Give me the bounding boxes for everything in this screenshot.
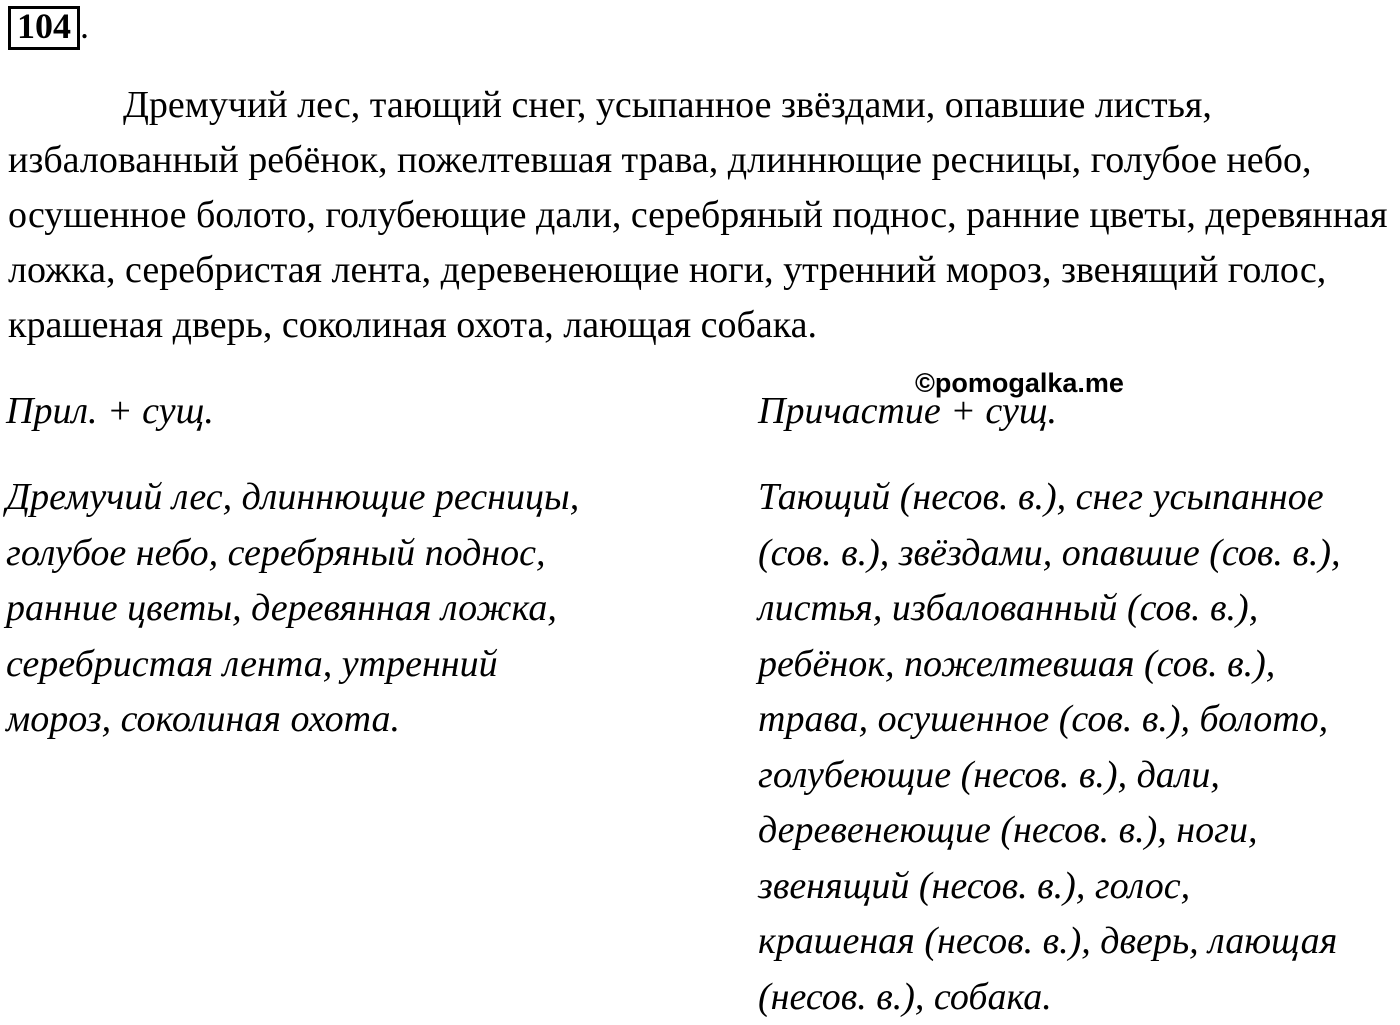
answer-line: ранние цветы, деревянная ложка, [6,581,656,637]
answer-line: Тающий (несов. в.), снег усыпанное [758,470,1400,526]
answer-line: (сов. в.), звёздами, опавшие (сов. в.), [758,526,1400,582]
answer-line: Дремучий лес, длиннющие ресницы, [6,470,656,526]
exercise-number [8,6,89,50]
answer-participle-nouns [758,470,1400,1025]
answer-line: ребёнок, пожелтевшая (сов. в.), [758,637,1400,693]
answer-line: звенящий (несов. в.), голос, [758,859,1400,915]
answer-line: (несов. в.), собака. [758,970,1400,1025]
answer-adjective-nouns [6,470,656,748]
exercise-number-box: 104 [8,6,80,50]
watermark: ©pomogalka.me [915,368,1124,398]
exercise-number-suffix: . [80,6,89,46]
task-text: Дремучий лес, тающий снег, усыпанное звёздами, опавшие листья, избалованный ребёнок, пожелтевшая трава, длиннющие ресницы, голубое небо, осушенное болото, голубеющие дали, серебряный поднос, ранние цветы, деревянная ложка, серебристая лента, деревенеющие ноги, утренний мороз, звенящий голос, крашеная дверь, соколиная охота, лающая собака. [8,78,1393,353]
answer-line: голубое небо, серебряный поднос, [6,526,656,582]
answer-line: серебристая лента, утренний [6,637,656,693]
answer-line: крашеная (несов. в.), дверь, лающая [758,914,1400,970]
answer-line: мороз, соколиная охота. [6,692,656,748]
answer-line: голубеющие (несов. в.), дали, [758,748,1400,804]
column-heading-participle: Причастие + сущ. [758,388,1057,434]
answer-line: деревенеющие (несов. в.), ноги, [758,803,1400,859]
answer-line: листья, избалованный (сов. в.), [758,581,1400,637]
column-heading-adjective: Прил. + сущ. [6,388,214,434]
answer-line: трава, осушенное (сов. в.), болото, [758,692,1400,748]
